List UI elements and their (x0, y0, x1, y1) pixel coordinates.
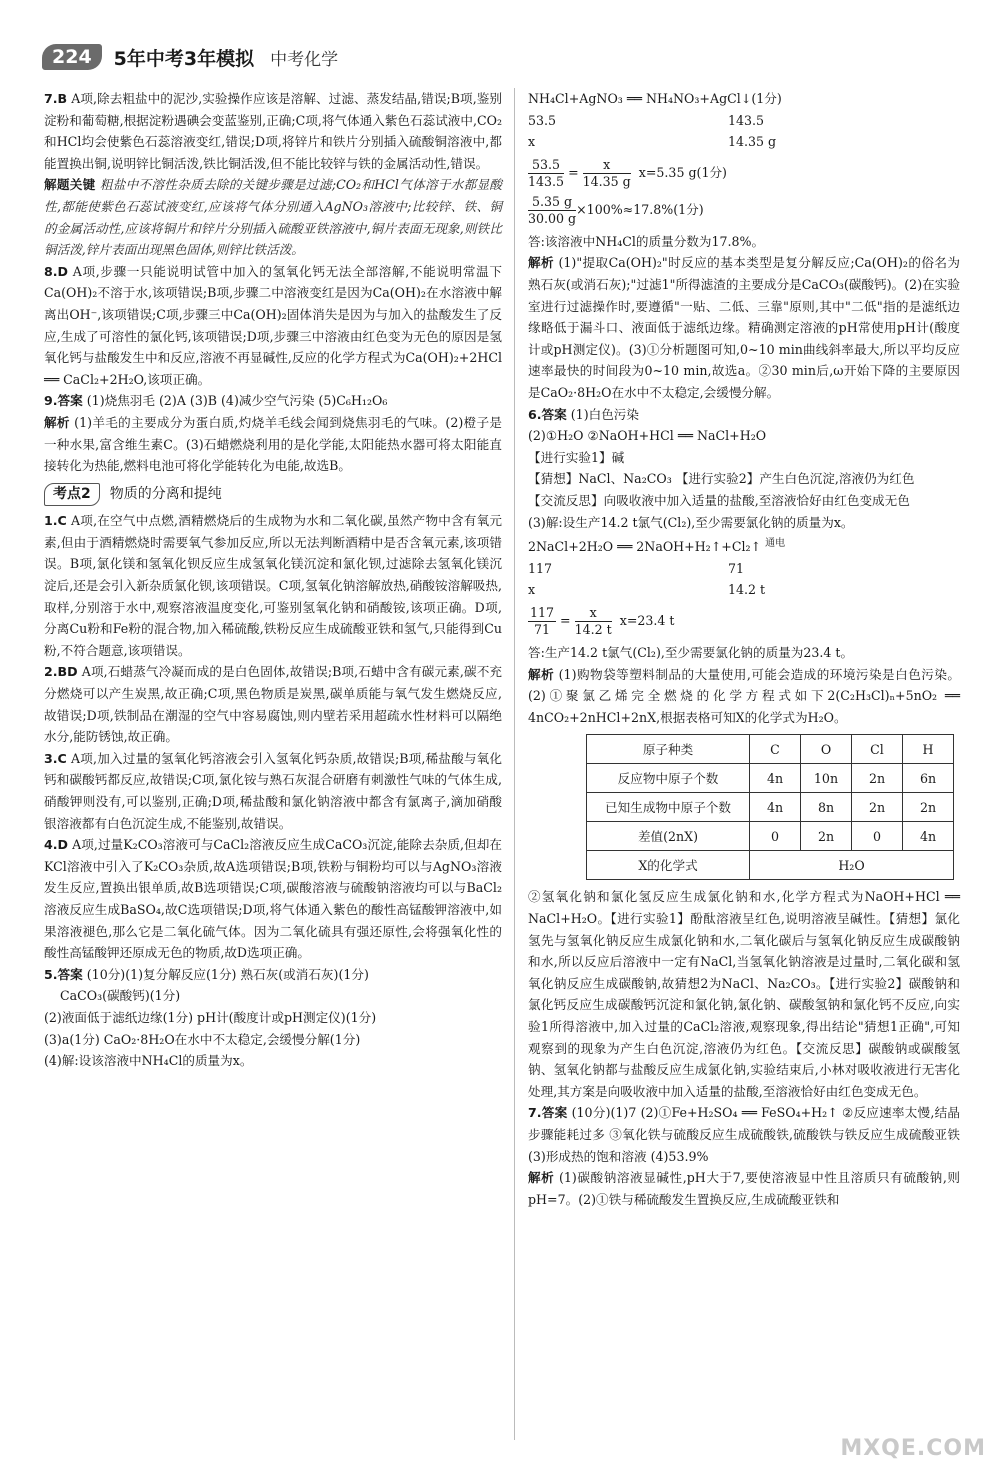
table-cell: H₂O (750, 851, 954, 880)
calc5-exp-text: (1)"提取Ca(OH)₂"时反应的基本类型是复分解反应;Ca(OH)₂的俗名为熟石灰(或消石灰);"过滤1"所得滤渣的主要成分是CaCO₃(碳酸钙)。(2)在实验室进行过滤操作时,要遵循"一贴、二低、三靠"原则,其中"二低"指的是滤纸边缘略低于漏斗口、液面低于滤纸边缘。精确测定溶液的pH常使用pH计(酸度计或pH测定仪)。(3)①分析题图可知,0~10 min曲线斜率最大,所以平均反应速率最快的时间段为0~10 min,故选a。②30 min后,ω开始下降的主要原因是CaO₂·8H₂O在水中不太稳定,会缓慢分解。 (528, 255, 961, 400)
frac (528, 157, 564, 190)
p5-line: (2)液面低于滤纸边缘(1分) pH计(酸度计或pH测定仪)(1分) (44, 1009, 377, 1025)
q6-eq-text: 2NaCl+2H₂O ══ 2NaOH+H₂↑+Cl₂↑ (528, 539, 762, 555)
p2-body: A项,石蜡蒸气冷凝而成的是白色固体,故错误;B项,石蜡中含有碳元素,碳不充分燃烧可以产生炭黑,故正确;C项,黑色物质是炭黑,碳单质能与氧气发生燃烧反应,故错误;D项,铁制品在潮湿的空气中容易腐蚀,则内壁若采用超疏水性材料可以隔绝水分,能防锈蚀,故正确。 (44, 664, 502, 745)
q7-key-text: 粗盐中不溶性杂质去除的关键步骤是过滤;CO₂和HCl气体溶于水都显酸性,都能使紫色石蕊试液变红,应该将气体分别通入AgNO₃溶液中;比较锌、铁、铜的金属活动性,应该将铜片和锌片分别插入硫酸亚铁溶液中,铜片表面无现象,则铁比铜活泼,锌片表面出现黑色固体,则锌比铁活泼。 (44, 177, 502, 258)
q6-masses (528, 558, 960, 580)
calc5-ratio: $\frac{53.5}{143.5}$ = $\frac{x}{14.35 g}$ x=5.35 g(1分) (528, 156, 727, 189)
section-heading (44, 483, 502, 507)
table-cell: X的化学式 (587, 851, 750, 880)
r-q7-exp-text: (1)碳酸钠溶液显碱性,pH大于7,要使溶液显中性且溶质只有硫酸钠,则pH=7。(2)①铁与稀硫酸发生置换反应,生成硫酸亚铁和 (528, 1170, 961, 1207)
calc5-percent-result: ×100%≈17.8%(1分) (576, 201, 704, 217)
table-cell: 已知生成物中原子个数 (587, 793, 750, 822)
table-cell: H (903, 735, 954, 764)
table-row (587, 822, 954, 851)
q9-exp-label: 解析 (44, 414, 70, 430)
watermark: MXQE.COM (840, 1436, 986, 1461)
left-p5 (44, 964, 502, 986)
p2-number: 2.BD (44, 664, 78, 680)
left-q9 (44, 390, 502, 412)
table-cell: 0 (852, 822, 903, 851)
frac-bottom: 30.00 g (528, 210, 577, 226)
table-cell: 0 (750, 822, 801, 851)
calc5-v2: 14.35 g (728, 134, 777, 150)
q6-line: 【进行实验1】碱 (528, 449, 625, 465)
calc5-percent (528, 194, 960, 227)
section-title: 物质的分离和提纯 (109, 485, 222, 502)
q7-key (44, 174, 502, 260)
p1-number: 1.C (44, 513, 67, 529)
page-number: 224 (42, 44, 102, 70)
q6-m2: 71 (728, 560, 745, 576)
q7-body: A项,除去粗盐中的泥沙,实验操作应该是溶解、过滤、蒸发结晶,错误;B项,鉴别淀粉和葡萄糖,根据淀粉遇碘会变蓝鉴别,正确;C项,将气体通入紫色石蕊试液中,CO₂和HCl均会使紫色石蕊溶液变红,错误;D项,将锌片和铁片分别插入硫酸铜溶液中,都能置换出铜,说明锌比铜活泼,铁比铜活泼,但不能比较锌与铁的金属活动性,错误。 (44, 91, 502, 171)
calc5-explanation (528, 252, 960, 403)
table-header-row (587, 735, 954, 764)
r-q7-number: 7.答案 (528, 1105, 568, 1121)
table-cell: C (750, 735, 801, 764)
calc5-equation: NH₄Cl+AgNO₃ ══ NH₄NO₃+AgCl↓(1分) (528, 91, 782, 106)
q6-ratio-result: x=23.4 t (619, 613, 675, 629)
p4-body: A项,过量K₂CO₃溶液可与CaCl₂溶液反应生成CaCO₃沉淀,能除去杂质,但却在KCl溶液中引入了K₂CO₃杂质,故A选项错误;B项,铁粉与铜粉均可以与AgNO₃溶液发生反应,置换出银单质,故B选项错误;C项,碳酸溶液与硫酸钠溶液均可以与BaCl₂溶液反应生成BaSO₄,故C选项错误;D项,将气体通入紫色的酸性高锰酸钾溶液中,如果溶液褪色,那么它是二氧化硫气体。因为二氧化硫具有强还原性,会将强氧化性的酸性高锰酸钾还原成无色的物质,故D选项正确。 (44, 837, 502, 961)
left-p4 (44, 834, 502, 964)
q9-number: 9.答案 (44, 393, 83, 409)
frac-bottom: 14.2 t (574, 622, 612, 638)
q8-number: 8.D (44, 263, 69, 279)
left-q8 (44, 261, 502, 391)
frac-top: x (575, 605, 612, 622)
right-q6 (528, 404, 960, 426)
p4-number: 4.D (44, 837, 69, 853)
table-cell: 2n (852, 793, 903, 822)
q9-explanation (44, 412, 502, 477)
left-p1 (44, 510, 502, 661)
frac-top: 117 (530, 605, 555, 621)
calc5-values (528, 131, 960, 153)
calc5-m1: 53.5 (528, 112, 557, 128)
calc5-exp-label: 解析 (528, 255, 555, 271)
book-subject: 中考化学 (270, 49, 339, 70)
table-cell: 8n (801, 793, 852, 822)
table-cell: 差值(2nX) (587, 822, 750, 851)
p5-line: CaCO₃(碳酸钙)(1分) (60, 988, 181, 1004)
table-row (587, 793, 954, 822)
table-cell: 4n (903, 822, 954, 851)
q7-number: 7.B (44, 91, 68, 106)
left-p3 (44, 748, 502, 834)
p5-line: (10分)(1)复分解反应(1分) 熟石灰(或消石灰)(1分) (86, 966, 369, 982)
r-q7-exp-label: 解析 (528, 1170, 555, 1186)
q6-line: 【交流反思】向吸收液中加入适量的盐酸,至溶液恰好由红色变成无色 (528, 492, 910, 508)
calc5-ratio-result: x=5.35 g(1分) (638, 164, 727, 180)
r-q7-body: (10分)(1)7 (2)①Fe+H₂SO₄ ══ FeSO₄+H₂↑ ②反应速率太慢,结晶步骤能耗过多 ③氧化铁与硫酸反应生成硫酸铁,硫酸铁与铁反应生成硫酸亚铁 (3)形成热的饱和溶液 (4)53.9% (528, 1105, 960, 1164)
frac-bottom: 14.35 g (582, 173, 631, 189)
book-brand: 5年中考3年模拟 (113, 47, 255, 70)
p3-body: A项,加入过量的氢氧化钙溶液会引入氢氧化钙杂质,故错误;B项,稀盐酸与氧化钙和碳酸钙都反应,故错误;C项,氯化铵与熟石灰混合研磨有刺激性气味的气体生成,硝酸钾则没有,可以鉴别,正确;D项,稀盐酸和氯化钠溶液中都含有氯离子,滴加硝酸银溶液都有白色沉淀生成,不能鉴别,故错误。 (44, 750, 502, 831)
q6-v2: 14.2 t (728, 582, 766, 598)
q9-exp-text: (1)羊毛的主要成分为蛋白质,灼烧羊毛线会闻到烧焦羽毛的气味。(2)橙子是一种水果,富含维生素C。(3)石蜡燃烧利用的是化学能,太阳能热水器可将太阳能直接转化为热能,燃料电池可将化学能转化为电能,故选B。 (44, 414, 502, 474)
q8-body: A项,步骤一只能说明试管中加入的氢氧化钙无法全部溶解,不能说明常温下Ca(OH)₂不溶于水,该项错误;B项,步骤二中溶液变红是因为Ca(OH)₂在水溶液中解离出OH⁻,该项错误;C项,步骤三中Ca(OH)₂固体消失是因为与加入的盐酸发生了反应,生成了可溶性的氯化钙,该项错误;D项,步骤三中溶液由红色变为无色的原因是氢氧化钙与盐酸发生中和反应,溶液不再显碱性,反应的化学方程式为Ca(OH)₂+2HCl ══ CaCl₂+2H₂O,该项正确。 (44, 263, 502, 387)
atom-count-table (586, 734, 954, 880)
frac-top: 5.35 g (528, 194, 576, 211)
table-cell: 6n (903, 764, 954, 793)
q6-line: (3)解:设生产14.2 t氯气(Cl₂),至少需要氯化钠的质量为x。 (528, 514, 854, 530)
table-cell: 2n (903, 793, 954, 822)
frac (583, 157, 631, 190)
table-cell: 4n (750, 764, 801, 793)
table-cell: 10n (801, 764, 852, 793)
frac-top: 53.5 (528, 157, 564, 174)
q6-exp-label: 解析 (528, 666, 555, 682)
column-divider (514, 88, 515, 1440)
calc5-m2: 143.5 (728, 112, 765, 128)
r-q7-explanation (528, 1167, 960, 1210)
q6-exp-text-2: ②氢氧化钠和氯化氢反应生成氯化钠和水,化学方程式为NaOH+HCl ══ NaCl+H₂O。【进行实验1】酚酞溶液呈红色,说明溶液呈碱性。【猜想】氯化氢先与氢氧化钠反应生成氯化钠和水,二氧化碳后与氢氧化钠反应生成碳酸钠和水,所以反应后溶液中一定有NaCl,当氢氧化钠溶液是过量时,二氧化碳和氢氧化钠反应生成碳酸钠,故猜想2为NaCl、Na₂CO₃。【进行实验2】碳酸钠和氯化钙反应生成碳酸钙沉淀和氯化钠,氯化钠、碳酸氢钠和氯化钙不反应,向实验1所得溶液中,加入过量的CaCl₂溶液,观察现象,得出结论"猜想1正确",可知观察到的现象为产生白色沉淀,溶液仍为红色。【交流反思】碳酸钠或碳酸氢钠、氢氧化钠都与盐酸反应生成氯化钠,实验结束后,小林对吸收液进行无害化处理,其方案是向吸收液中加入适量的盐酸,至溶液恰好由红色变成无色。 (528, 889, 960, 1099)
q6-explanation (528, 664, 960, 729)
q6-exp-text: (1)购物袋等塑料制品的大量使用,可能会造成的环境污染是白色污染。(2)①聚氯乙烯完全燃烧的化学方程式如下2(C₂H₃Cl)ₙ+5nO₂ ══ 4nCO₂+2nHCl+2nX,根据表格可知X的化学式为H₂O。 (528, 666, 961, 725)
p3-number: 3.C (44, 750, 67, 766)
right-column (528, 88, 960, 1210)
calc5-answer: 答:该溶液中NH₄Cl的质量分数为17.8%。 (528, 233, 765, 249)
table-cell: 反应物中原子个数 (587, 764, 750, 793)
frac-bottom: 71 (534, 622, 551, 638)
frac (575, 605, 612, 638)
left-p2 (44, 661, 502, 747)
table-cell: 4n (750, 793, 801, 822)
q6-values (528, 579, 960, 601)
table-cell: 原子种类 (587, 735, 750, 764)
q6-line: (1)白色污染 (570, 406, 639, 422)
frac (528, 605, 556, 638)
q6-m1: 117 (528, 560, 553, 576)
q6-ratio: $\frac{117}{71}$ = $\frac{x}{14.2 t}$ x=23.4 t (530, 605, 675, 638)
table-cell: Cl (852, 735, 903, 764)
q7-key-label: 解题关键 (44, 177, 96, 193)
table-row (587, 764, 954, 793)
p5-number: 5.答案 (44, 966, 83, 982)
q6-answer: 答:生产14.2 t氯气(Cl₂),至少需要氯化钠的质量为23.4 t。 (528, 645, 854, 661)
frac-top: x (583, 157, 631, 174)
q6-v1: x (528, 582, 536, 598)
q6-equation (528, 533, 960, 558)
left-q7 (44, 88, 502, 174)
p5-line: (3)a(1分) CaO₂·8H₂O在水中不太稳定,会缓慢分解(1分) (44, 1031, 361, 1047)
q6-line: (2)①H₂O ②NaOH+HCl ══ NaCl+H₂O (528, 428, 767, 444)
left-column (44, 88, 502, 1072)
calc5-v1: x (528, 134, 536, 150)
frac (528, 194, 576, 227)
p1-body: A项,在空气中点燃,酒精燃烧后的生成物为水和二氧化碳,虽然产物中含有氧元素,但由于酒精燃烧时需要氧气参加反应,所以无法判断酒精中是否含氧元素,该项错误。B项,氯化镁和氢氧化钡反应生成氢氧化镁沉淀和氯化钡,过滤除去氢氧化镁沉淀后,还是会引入新杂质氯化钡,该项错误。C项,氢氧化钠溶解放热,硝酸铵溶解吸热,取样,分别溶于水中,观察溶液温度变化,可鉴别氢氧化钠和硝酸铵,该项正确。D项,分离Cu粉和Fe粉的混合物,加入稀硫酸,铁粉反应生成硫酸亚铁和氢气,只能得到Cu粉,不符合题意,该项错误。 (44, 513, 502, 658)
q6-number: 6.答案 (528, 406, 567, 422)
p5-line: (4)解:设该溶液中NH₄Cl的质量为x。 (44, 1053, 253, 1069)
right-q7 (528, 1102, 960, 1167)
section-label: 考点2 (44, 483, 100, 507)
table-cell: 2n (852, 764, 903, 793)
q6-eq-condition: 通电 (765, 538, 786, 550)
page-header (42, 42, 338, 72)
q9-answer: (1)烧焦羽毛 (2)A (3)B (4)减少空气污染 (5)C₆H₁₂O₆ (86, 393, 388, 409)
calc5-masses (528, 110, 960, 132)
frac-bottom: 143.5 (528, 173, 565, 189)
table-row (587, 851, 954, 880)
table-cell: O (801, 735, 852, 764)
table-cell: 2n (801, 822, 852, 851)
q6-line: 【猜想】NaCl、Na₂CO₃ 【进行实验2】产生白色沉淀,溶液仍为红色 (528, 471, 915, 487)
